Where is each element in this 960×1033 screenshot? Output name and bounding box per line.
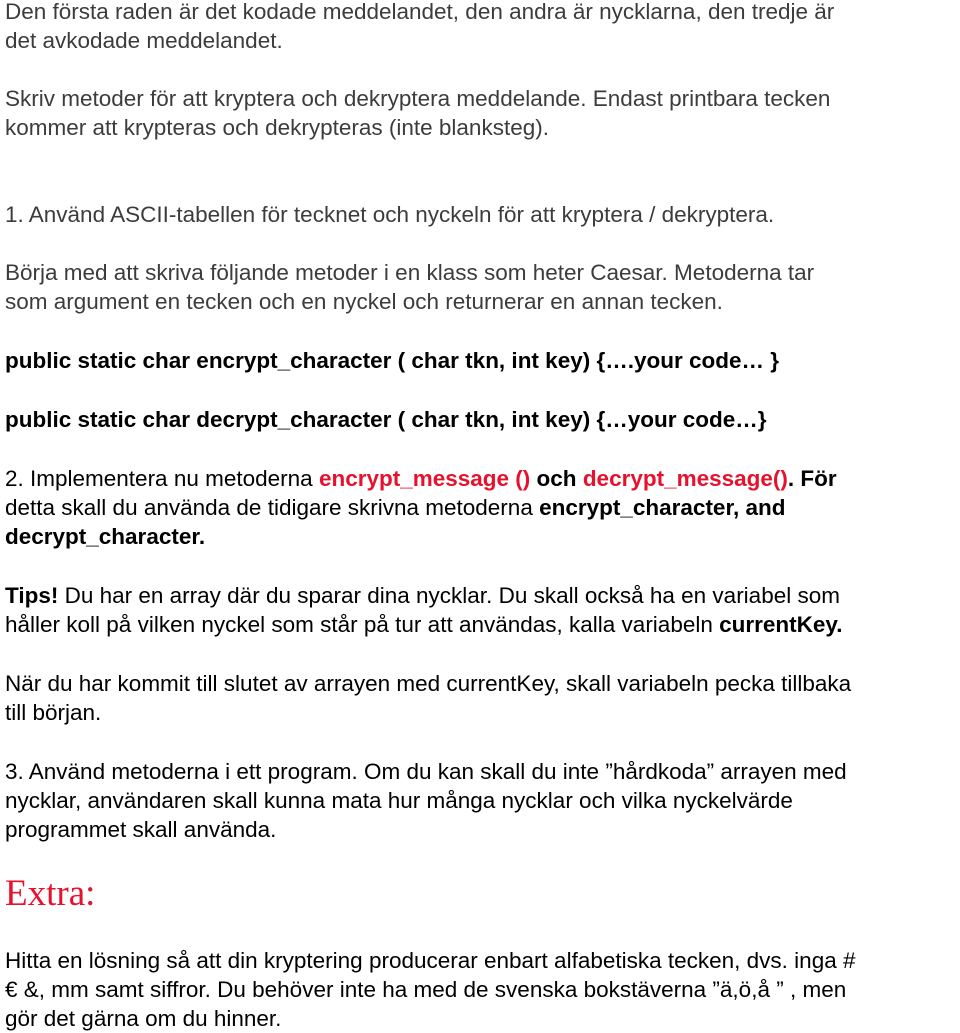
tips-label: Tips!: [5, 583, 59, 608]
intro-line-1: Den första raden är det kodade meddelandet, den andra är nycklarna, den tredje är: [5, 0, 835, 24]
tips-line1-rest: Du har en array där du sparar dina nycklar. Du skall också ha en variabel som: [58, 583, 840, 608]
step1-line-2: Börja med att skriva följande metoder i en klass som heter Caesar. Metoderna tar: [5, 260, 815, 285]
extra-heading: Extra:: [5, 873, 96, 914]
tips-line-4: till början.: [5, 700, 102, 725]
code-encrypt-signature: public static char encrypt_character ( char tkn, int key) {….your code… }: [5, 348, 779, 373]
step2-line2-text: detta skall du använda de tidigare skrivna metoderna: [5, 495, 540, 520]
step2-line-1: [5, 464, 837, 493]
code-decrypt-signature: public static char decrypt_character ( char tkn, int key) {…your code…}: [5, 407, 767, 432]
tips-line-1: [5, 581, 840, 610]
encrypt-message-method: encrypt_message (): [318, 466, 531, 491]
intro-line-2: det avkodade meddelandet.: [5, 28, 283, 53]
task-line-2: kommer att krypteras och dekrypteras (inte blanksteg).: [5, 115, 549, 140]
step3-line-2: nycklar, användaren skall kunna mata hur många nycklar och vilka nyckelvärde: [5, 788, 793, 813]
step2-och: och: [530, 466, 583, 491]
step1-line-3: som argument en tecken och en nyckel och returnerar en annan tecken.: [5, 289, 723, 314]
extra-line-1: Hitta en lösning så att din kryptering producerar enbart alfabetiska tecken, dvs. inga #: [5, 948, 856, 973]
current-key-term: currentKey.: [719, 612, 843, 637]
extra-line-3: gör det gärna om du hinner.: [5, 1006, 282, 1031]
step1-line-1: 1. Använd ASCII-tabellen för tecknet och nyckeln för att kryptera / dekryptera.: [5, 202, 775, 227]
tips-line-3: När du har kommit till slutet av arrayen med currentKey, skall variabeln pecka tillbaka: [5, 671, 852, 696]
decrypt-message-method: decrypt_message(): [582, 466, 788, 491]
extra-line-2: € &, mm samt siffror. Du behöver inte ha med de svenska bokstäverna ”ä,ö,å ” , men: [5, 977, 847, 1002]
step2-line2-bold: encrypt_character, and: [539, 495, 786, 520]
step2-line-2: [5, 493, 785, 522]
step2-suffix: . För: [787, 466, 837, 491]
step2-line-3: decrypt_character.: [5, 524, 206, 549]
step3-line-1: 3. Använd metoderna i ett program. Om du kan skall du inte ”hårdkoda” arrayen med: [5, 759, 847, 784]
step2-prefix: 2. Implementera nu metoderna: [5, 466, 319, 491]
step3-line-3: programmet skall använda.: [5, 817, 277, 842]
tips-line2-text: håller koll på vilken nyckel som står på tur att användas, kalla variabeln: [5, 612, 720, 637]
task-line-1: Skriv metoder för att kryptera och dekryptera meddelande. Endast printbara tecken: [5, 86, 831, 111]
tips-line-2: [5, 610, 843, 639]
